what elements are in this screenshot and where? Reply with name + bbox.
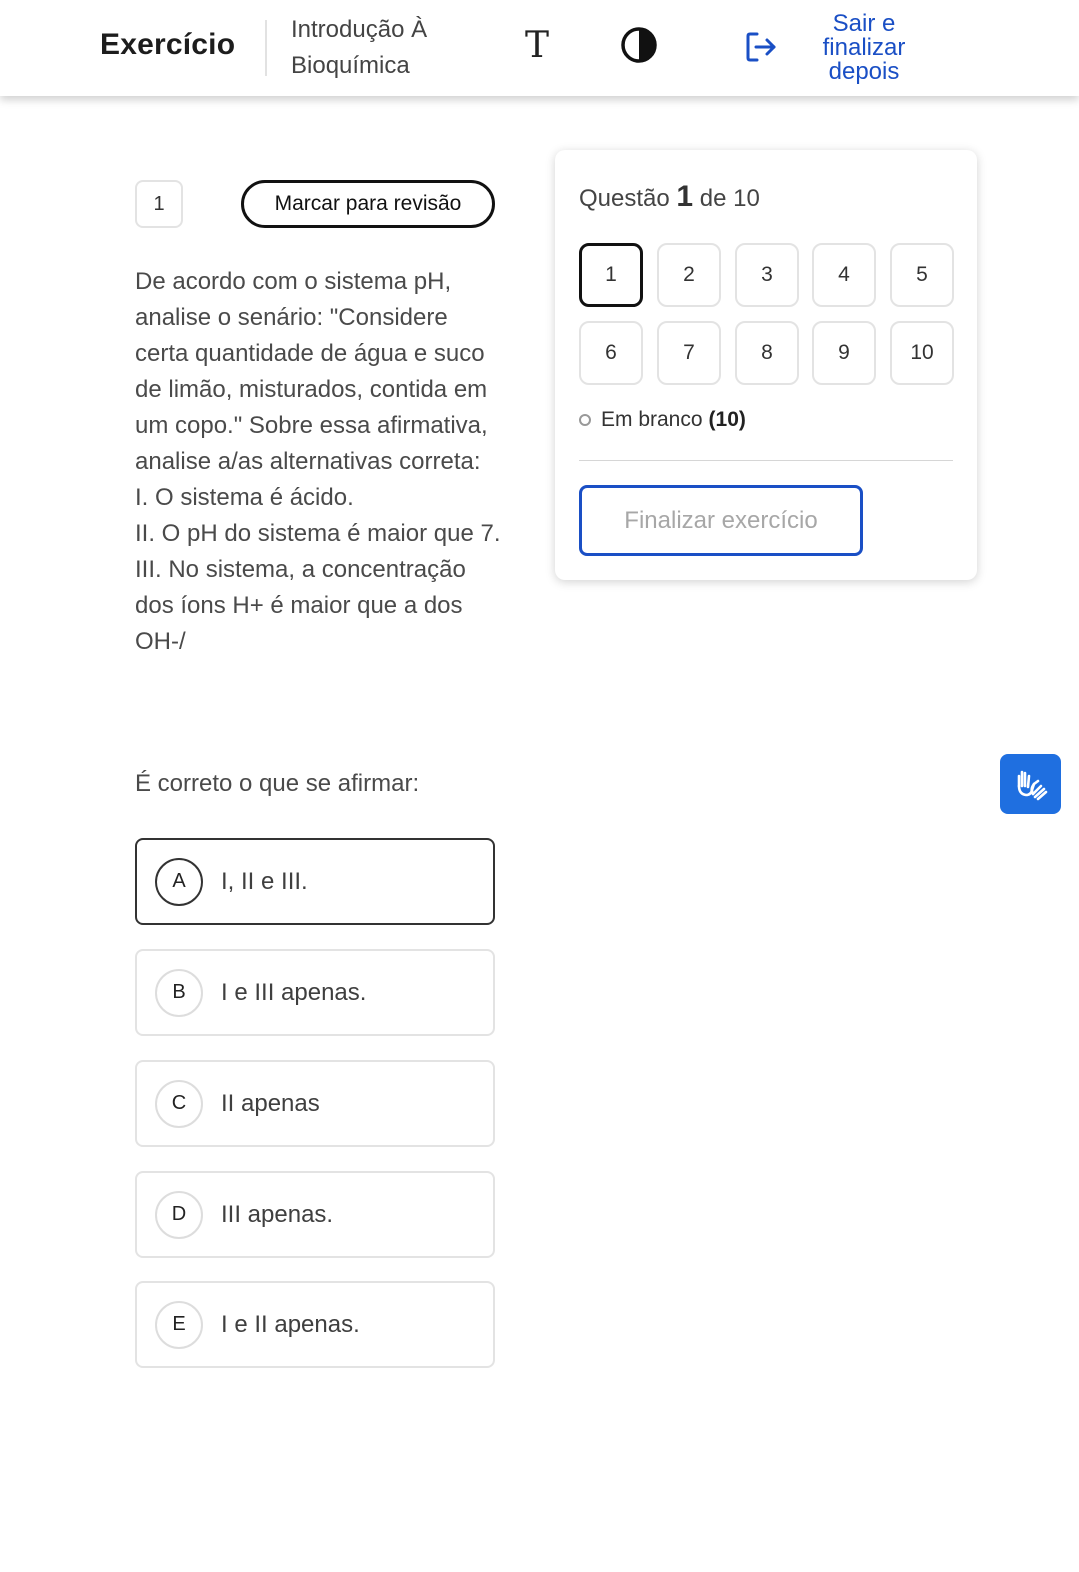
question-nav-6[interactable]: 6 [579,321,643,385]
card-divider [579,460,953,461]
sign-language-icon[interactable] [1000,754,1061,814]
answer-option-e[interactable] [135,1281,495,1368]
text-size-icon[interactable]: T [524,24,549,66]
progress-current: 1 [676,180,694,213]
question-nav-3[interactable]: 3 [735,243,799,307]
question-navigator-card [555,150,977,580]
question-nav-9[interactable]: 9 [812,321,876,385]
option-text: III apenas. [221,1200,334,1228]
page-title: Exercício [100,28,236,61]
option-letter: C [155,1080,203,1128]
question-nav-10[interactable]: 10 [890,321,954,385]
question-nav-2[interactable]: 2 [657,243,721,307]
question-nav-4[interactable]: 4 [812,243,876,307]
option-letter: D [155,1191,203,1239]
blank-legend-count: (10) [708,408,746,431]
answer-option-c[interactable] [135,1060,495,1147]
blank-legend [579,408,746,432]
option-text: I, II e III. [221,867,308,895]
answer-option-b[interactable] [135,949,495,1036]
exit-and-finish-later-link[interactable]: Sair e finalizar depois [822,10,906,85]
answer-option-a[interactable] [135,838,495,925]
option-letter: B [155,969,203,1017]
course-name: Introdução À Bioquímica [291,16,428,79]
progress-prefix: Questão [579,185,670,212]
progress-total: de 10 [699,185,760,212]
option-text: I e III apenas. [221,978,367,1006]
option-text: I e II apenas. [221,1310,360,1338]
question-nav-1[interactable]: 1 [579,243,643,307]
logout-icon[interactable] [742,28,780,66]
option-letter: E [155,1301,203,1349]
question-prompt: É correto o que se afirmar: [135,770,420,797]
blank-legend-label: Em branco [601,408,703,431]
question-nav-8[interactable]: 8 [735,321,799,385]
contrast-icon[interactable] [616,22,662,68]
top-header [0,0,1079,96]
mark-for-review-button[interactable]: Marcar para revisão [241,180,495,228]
question-progress [579,180,760,214]
blank-dot-icon [579,414,591,426]
finish-exercise-button[interactable]: Finalizar exercício [579,485,863,556]
answer-option-d[interactable] [135,1171,495,1258]
option-text: II apenas [221,1089,320,1117]
question-nav-5[interactable]: 5 [890,243,954,307]
option-letter: A [155,858,203,906]
question-number-badge: 1 [135,180,183,228]
header-divider [265,20,267,76]
question-statement: De acordo com o sistema pH, analise o senário: "Considere certa quantidade de água e suco de limão, misturados, contida em um copo." Sobre essa afirmativa, analise a/as alternativas correta: I. O sistema é ácido. II. O pH do sistema é maior que 7. III. No sistema, a concentração dos íons H+ é maior que a dos OH-/ [135,268,501,655]
question-nav-7[interactable]: 7 [657,321,721,385]
